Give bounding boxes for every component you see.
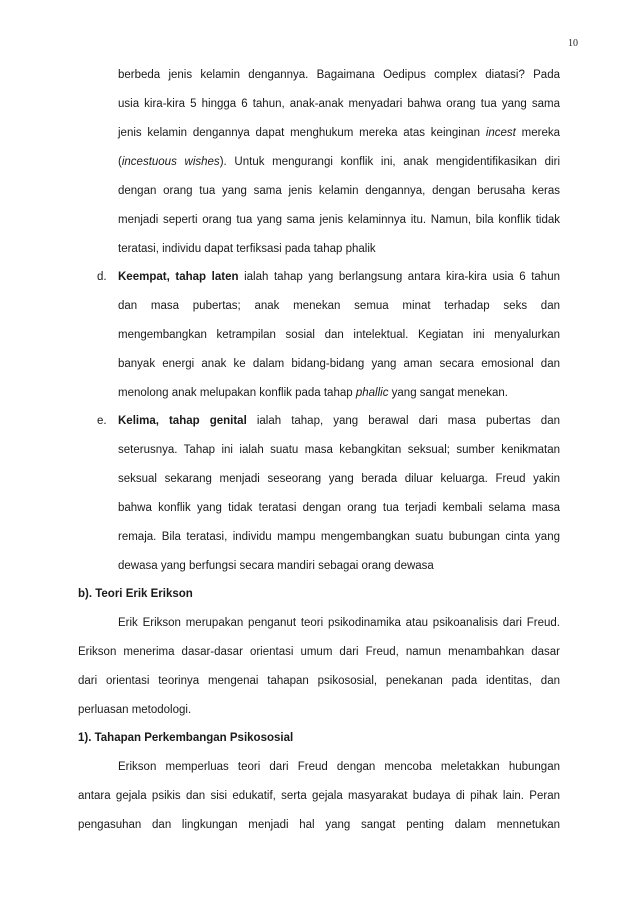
text-line: mengembangkan ketrampilan sosial dan intelektual. Kegiatan ini menyalurkan: [118, 329, 560, 341]
list-marker-e: e.: [97, 415, 107, 427]
text-line: Erik Erikson merupakan penganut teori psikodinamika atau psikoanalisis dari Freud.: [118, 617, 560, 629]
text-line: antara gejala psikis dan sisi edukatif, serta gejala masyarakat budaya di pihak lain. Peran: [78, 790, 560, 802]
section-heading-erikson: b). Teori Erik Erikson: [78, 588, 193, 600]
text-line: berbeda jenis kelamin dengannya. Bagaimana Oedipus complex diatasi? Pada: [118, 69, 560, 81]
text-line: pengasuhan dan lingkungan menjadi hal yang sangat penting dalam mennetukan: [78, 819, 560, 831]
text-line: menjadi seperti orang tua yang sama jenis kelaminnya itu. Namun, bila konflik tidak: [118, 214, 560, 226]
text-line: perluasan metodologi.: [78, 704, 192, 716]
text-line: menolong anak melupakan konflik pada tahap phallic yang sangat menekan.: [118, 387, 509, 399]
text-line: teratasi, individu dapat terfiksasi pada tahap phalik: [118, 243, 376, 255]
text-line: dari orientasi teorinya mengenai tahapan psikososial, penekanan pada identitas, dan: [78, 675, 560, 687]
text-line: remaja. Bila teratasi, individu mampu mengembangkan suatu bubungan cinta yang: [118, 531, 560, 543]
list-item-e-first-line: Kelima, tahap genital ialah tahap, yang berawal dari masa pubertas dan: [118, 415, 560, 427]
text-line: Erikson memperluas teori dari Freud dengan mencoba meletakkan hubungan: [118, 761, 560, 773]
page-number: 10: [568, 38, 578, 49]
section-heading-psikososial: 1). Tahapan Perkembangan Psikososial: [78, 732, 294, 744]
list-item-d-first-line: Keempat, tahap laten ialah tahap yang berlangsung antara kira-kira usia 6 tahun: [118, 271, 560, 283]
text-line: dengan orang tua yang sama jenis kelamin dengannya, dengan berusaha keras: [118, 185, 560, 197]
text-line: jenis kelamin dengannya dapat menghukum mereka atas keinginan incest mereka: [118, 127, 561, 139]
text-line: seksual sekarang menjadi seseorang yang berada diluar keluarga. Freud yakin: [118, 473, 560, 485]
text-line: banyak energi anak ke dalam bidang-bidang yang aman secara emosional dan: [118, 358, 560, 370]
text-line: dewasa yang berfungsi secara mandiri sebagai orang dewasa: [118, 560, 434, 572]
text-line: Erikson menerima dasar-dasar orientasi umum dari Freud, namun menambahkan dasar: [78, 646, 560, 658]
text-line: dan masa pubertas; anak menekan semua minat terhadap seks dan: [118, 300, 560, 312]
text-line: seterusnya. Tahap ini ialah suatu masa kebangkitan seksual; sumber kenikmatan: [118, 444, 560, 456]
text-line: (incestuous wishes). Untuk mengurangi konflik ini, anak mengidentifikasikan diri: [118, 156, 560, 168]
text-line: usia kira-kira 5 hingga 6 tahun, anak-anak menyadari bahwa orang tua yang sama: [118, 98, 560, 110]
text-line: bahwa konflik yang tidak teratasi dengan orang tua terjadi kembali selama masa: [118, 502, 560, 514]
list-marker-d: d.: [97, 271, 107, 283]
